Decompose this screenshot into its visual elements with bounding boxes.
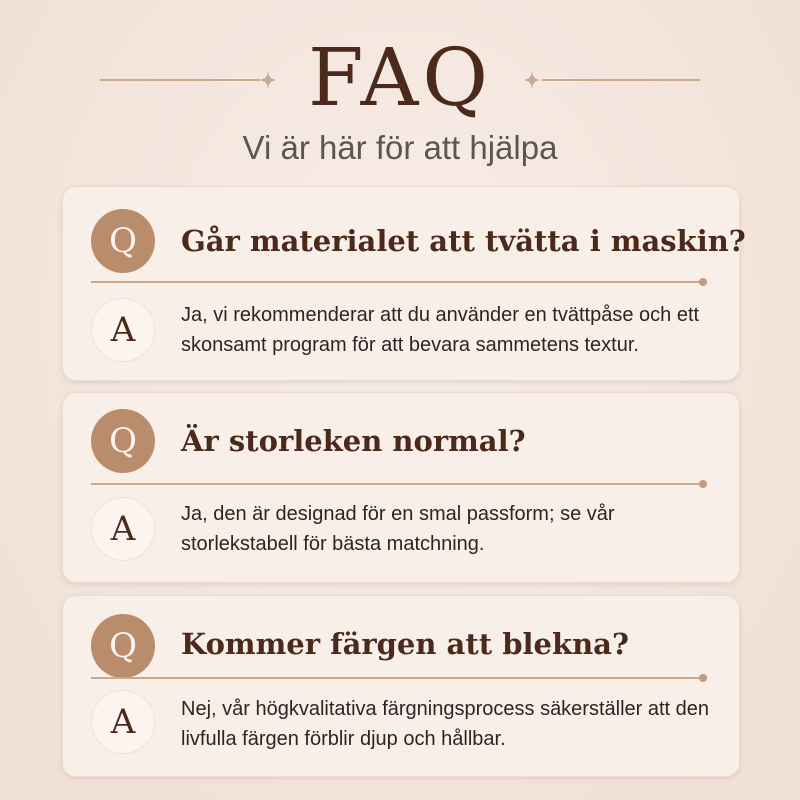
divider-dot: [699, 674, 707, 682]
page-title: FAQ: [308, 31, 492, 124]
faq-card: [62, 186, 746, 381]
faq-question: Går materialet att tvätta i maskin?: [181, 224, 746, 258]
faq-question: Kommer färgen att blekna?: [181, 627, 629, 661]
faq-question: Är storleken normal?: [181, 424, 526, 458]
page-subtitle: Vi är här för att hjälpa: [242, 129, 558, 166]
question-badge: Q: [91, 209, 155, 273]
divider: [91, 483, 703, 485]
question-badge: Q: [91, 614, 155, 678]
faq-answer: Ja, vi rekommenderar att du använder en tvättpåse och ett skonsamt program för att bevara sammetens textur.: [181, 304, 700, 356]
ornament-right: [522, 70, 700, 90]
question-badge: Q: [91, 409, 155, 473]
faq-card: [62, 392, 740, 583]
faq-card: [62, 595, 740, 777]
ornament-line: [542, 79, 700, 81]
divider: [91, 281, 703, 283]
divider-dot: [699, 480, 707, 488]
answer-badge: A: [91, 497, 155, 561]
faq-header: [0, 0, 800, 180]
answer-badge: A: [91, 298, 155, 362]
divider-dot: [699, 278, 707, 286]
divider: [91, 677, 703, 679]
faq-answer: Nej, vår högkvalitativa färgningsprocess säkerställer att den livfulla färgen förblir djup och hållbar.: [181, 698, 710, 750]
faq-answer: Ja, den är designad för en smal passform; se vår storlekstabell för bästa matchning.: [181, 503, 615, 555]
answer-badge: A: [91, 690, 155, 754]
sparkle-icon: [522, 70, 542, 90]
